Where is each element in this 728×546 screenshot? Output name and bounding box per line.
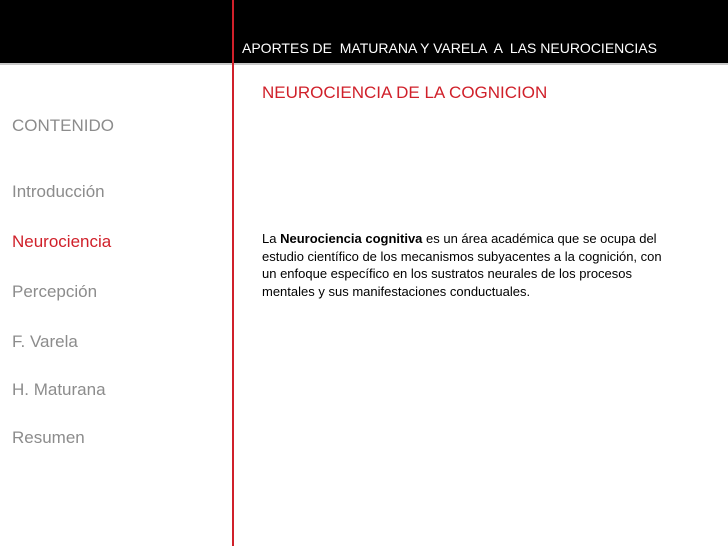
- body-paragraph: [262, 230, 662, 300]
- body-text: es un área académica que se ocupa del estudio científico de los mecanismos subyacentes a la cognición, con un enfoque específico en los sustratos neurales de los procesos mentales y sus manifestaciones conductuales.: [262, 231, 662, 299]
- nav-item-percepcion[interactable]: Percepción: [12, 282, 98, 301]
- body-intro: La: [262, 231, 281, 246]
- nav-item-h-maturana[interactable]: H. Maturana: [12, 380, 106, 399]
- presentation-title: APORTES DE MATURANA Y VARELA A LAS NEUROCIENCIAS: [242, 40, 657, 56]
- nav-item-introduccion[interactable]: Introducción: [12, 182, 105, 201]
- nav-item-f-varela[interactable]: F. Varela: [12, 332, 78, 351]
- nav-item-resumen[interactable]: Resumen: [12, 428, 85, 447]
- header-divider: [0, 63, 728, 65]
- body-term: Neurociencia cognitiva: [280, 231, 423, 246]
- section-title: NEUROCIENCIA DE LA COGNICION: [262, 83, 548, 102]
- vertical-divider: [232, 0, 234, 546]
- nav-item-neurociencia[interactable]: Neurociencia: [12, 232, 112, 251]
- sidebar-heading: CONTENIDO: [12, 116, 114, 135]
